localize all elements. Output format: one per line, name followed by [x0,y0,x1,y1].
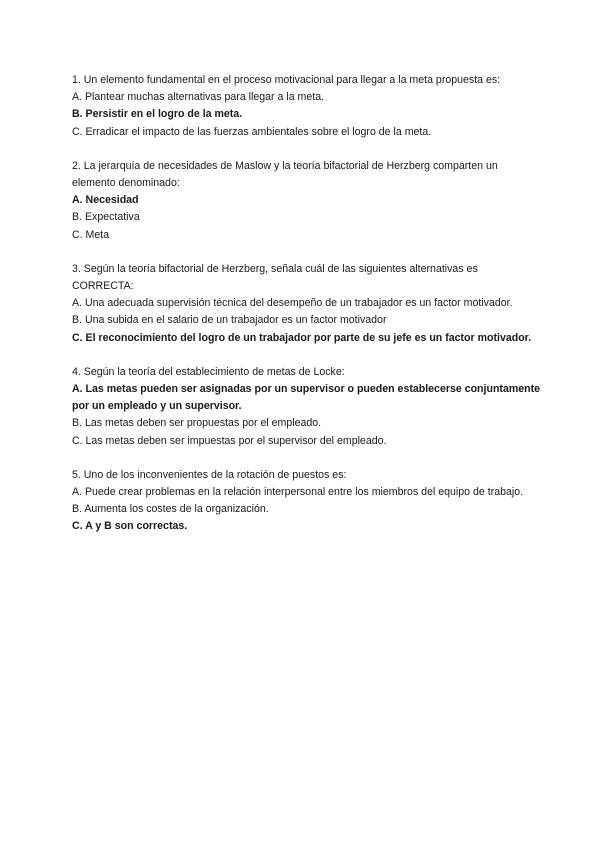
correct-answer-option: C. A y B son correctas. [72,520,188,533]
question-text: 5. Uno de los inconvenientes de la rotación de puestos es: [72,468,347,481]
correct-answer-option: A. Necesidad [72,194,139,207]
question-text: 1. Un elemento fundamental en el proceso motivacional para llegar a la meta propuesta es: [72,74,501,86]
correct-answer-option: A. Las metas pueden ser asignadas por un supervisor o pueden establecerse conjuntamente por un empleado y un supervisor. [72,383,541,413]
answer-option: B. Las metas deben ser propuestas por el empleado. [72,417,322,430]
correct-answer-option: B. Persistir en el logro de la meta. [72,108,243,121]
quiz-content [72,72,542,553]
question-block [72,261,542,347]
question-block [72,72,542,141]
question-text: 3. Según la teoría bifactorial de Herzberg, señala cuál de las siguientes alternativas es CORRECTA: [72,262,478,293]
question-text: 2. La jerarquía de necesidades de Maslow y la teoría bifactorial de Herzberg comparten un elemento denominado: [72,159,498,190]
answer-option: C. Meta [72,228,110,241]
question-block [72,364,542,450]
answer-option: B. Una subida en el salario de un trabajador es un factor motivador [72,314,387,327]
answer-option: B. Expectativa [72,211,140,224]
answer-option: B. Aumenta los costes de la organización. [72,503,269,516]
answer-option: A. Una adecuada supervisión técnica del desempeño de un trabajador es un factor motivador. [72,297,513,310]
answer-option: C. Erradicar el impacto de las fuerzas ambientales sobre el logro de la meta. [72,125,432,138]
question-block [72,467,542,536]
answer-option: A. Puede crear problemas en la relación interpersonal entre los miembros del equipo de trabajo. [72,486,524,499]
answer-option: A. Plantear muchas alternativas para llegar a la meta. [72,91,325,104]
answer-option: C. Las metas deben ser impuestas por el supervisor del empleado. [72,434,387,447]
correct-answer-option: C. El reconocimiento del logro de un trabajador por parte de su jefe es un factor motivador. [72,331,532,344]
question-text: 4. Según la teoría del establecimiento de metas de Locke: [72,365,345,378]
question-block [72,158,542,244]
